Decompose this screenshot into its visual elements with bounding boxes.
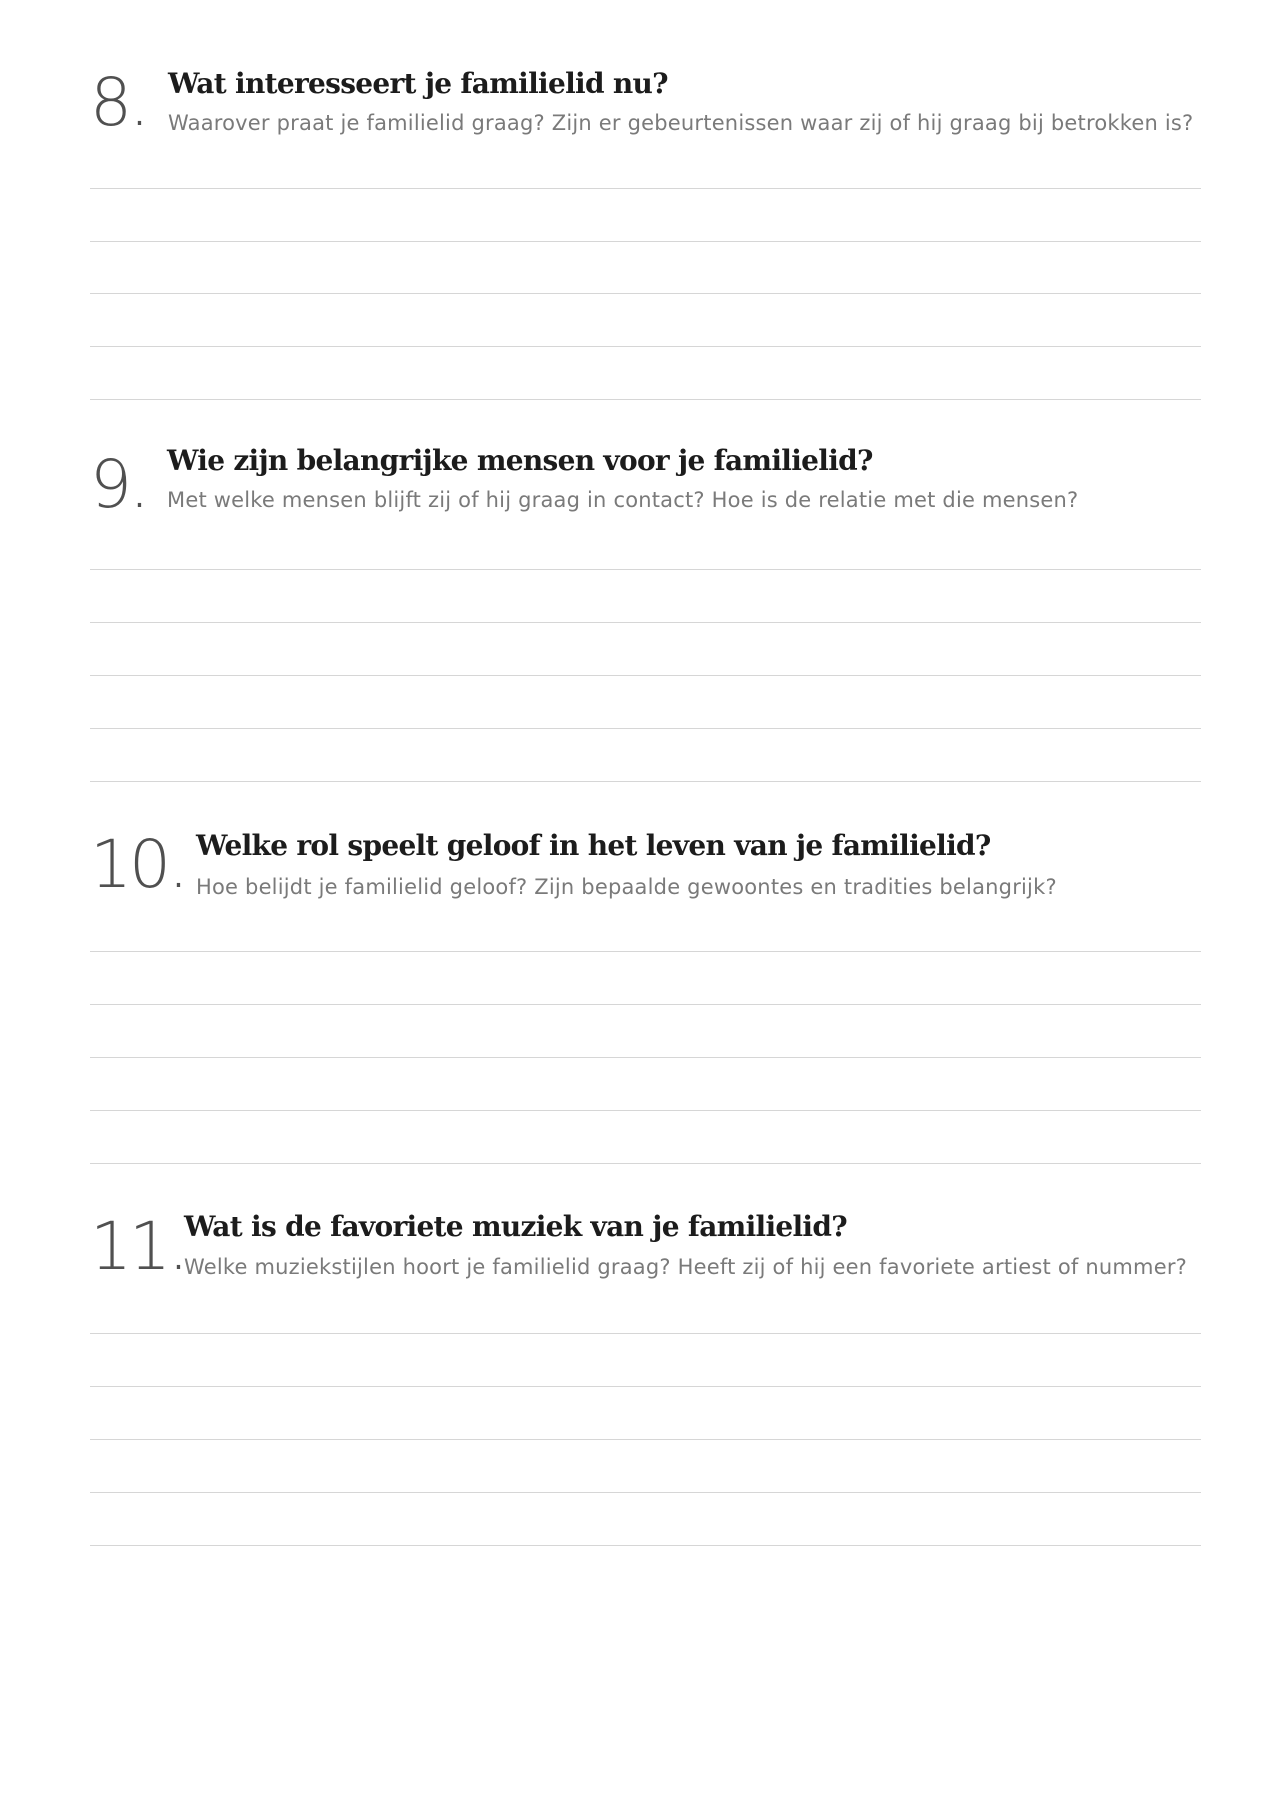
answer-line[interactable] (90, 1057, 1201, 1058)
answer-line[interactable] (90, 188, 1201, 189)
answer-line[interactable] (90, 728, 1201, 729)
question-title: Wie zijn belangrijke mensen voor je familielid? (167, 444, 873, 477)
answer-line[interactable] (90, 1333, 1201, 1334)
question-title: Wat interesseert je familielid nu? (168, 67, 668, 100)
question-subtitle: Welke muziekstijlen hoort je familielid graag? Heeft zij of hij een favoriete artiest of nummer? (184, 1255, 1188, 1279)
answer-line[interactable] (90, 1439, 1201, 1440)
answer-line[interactable] (90, 346, 1201, 347)
answer-line[interactable] (90, 399, 1201, 400)
answer-line[interactable] (90, 675, 1201, 676)
question-subtitle: Met welke mensen blijft zij of hij graag in contact? Hoe is de relatie met die mensen? (167, 488, 1079, 512)
question-subtitle: Hoe belijdt je familielid geloof? Zijn bepaalde gewoontes en tradities belangrijk? (196, 875, 1057, 899)
answer-line[interactable] (90, 1545, 1201, 1546)
question-title: Welke rol speelt geloof in het leven van je familielid? (196, 829, 991, 862)
question-subtitle: Waarover praat je familielid graag? Zijn er gebeurtenissen waar zij of hij graag bij betrokken is? (168, 111, 1194, 135)
answer-line[interactable] (90, 1492, 1201, 1493)
answer-line[interactable] (90, 622, 1201, 623)
answer-line[interactable] (90, 781, 1201, 782)
answer-line[interactable] (90, 1386, 1201, 1387)
question-title: Wat is de favoriete muziek van je familielid? (184, 1210, 847, 1243)
answer-line[interactable] (90, 569, 1201, 570)
question-number: 8. (90, 64, 147, 141)
answer-line[interactable] (90, 1004, 1201, 1005)
answer-line[interactable] (90, 951, 1201, 952)
question-number: 11. (90, 1208, 186, 1285)
answer-line[interactable] (90, 1110, 1201, 1111)
question-number: 10. (90, 826, 186, 903)
answer-line[interactable] (90, 1163, 1201, 1164)
answer-line[interactable] (90, 293, 1201, 294)
question-number: 9. (90, 446, 147, 523)
answer-line[interactable] (90, 241, 1201, 242)
